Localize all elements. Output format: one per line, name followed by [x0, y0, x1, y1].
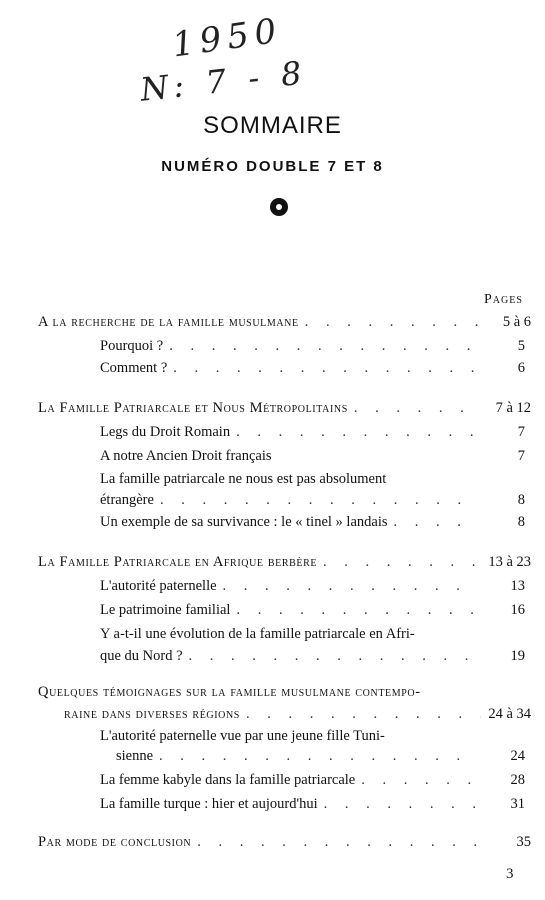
toc-section-title-continued: raine dans diverses régions [64, 706, 240, 722]
toc-item-pages: 28 [510, 772, 525, 788]
toc-item-title: Comment ? [100, 360, 168, 376]
toc-item [100, 796, 525, 813]
page-title: SOMMAIRE [203, 112, 342, 139]
leader-dots [159, 748, 475, 765]
page-number: 3 [506, 866, 514, 882]
toc-item [100, 492, 525, 509]
toc-item-pages: 24 [510, 748, 525, 764]
toc-section-pages: 7 à 12 [495, 400, 531, 416]
leader-dots [323, 554, 481, 571]
toc-section-title: Quelques témoignages sur la famille musulmane contempo- [38, 684, 421, 700]
toc-item [100, 338, 525, 355]
toc-item-title: Pourquoi ? [100, 338, 164, 354]
toc-section [38, 554, 531, 571]
toc-item-title: Y a-t-il une évolution de la famille patriarcale en Afri- [100, 626, 415, 642]
toc-section-title: La Famille Patriarcale en Afrique berbère [38, 554, 318, 570]
leader-dots [394, 514, 476, 531]
leader-dots [169, 338, 475, 355]
toc-item-title-continued: sienne [116, 748, 154, 764]
handwritten-year: 1950 [169, 10, 285, 66]
leader-dots [354, 400, 481, 417]
toc-item-pages: 6 [517, 360, 525, 376]
toc-item [100, 772, 525, 789]
toc-item-pages: 19 [510, 648, 525, 664]
toc-item-title: L'autorité paternelle [100, 578, 217, 594]
toc-section [38, 314, 531, 331]
toc-item-title: La femme kabyle dans la famille patriarcale [100, 772, 356, 788]
toc-item-pages: 8 [517, 514, 525, 530]
toc-item-title: A notre Ancien Droit français [100, 448, 272, 464]
toc-item-pages: 8 [517, 492, 525, 508]
leader-dots [160, 492, 475, 509]
toc-item-pages: 5 [517, 338, 525, 354]
toc-item [100, 602, 525, 619]
handwritten-issue-number: N: 7 - 8 [138, 53, 310, 109]
page-subtitle: NUMÉRO DOUBLE 7 ET 8 [161, 158, 384, 175]
leader-dots [324, 796, 475, 813]
toc-item-pages: 7 [517, 448, 525, 464]
leader-dots [223, 578, 475, 595]
toc-item-title: La famille patriarcale ne nous est pas absolument [100, 471, 387, 487]
toc-item [100, 448, 525, 465]
bullet-ornament [270, 198, 288, 216]
toc-item [100, 360, 525, 377]
leader-dots [361, 772, 475, 789]
leader-dots [246, 706, 481, 723]
leader-dots [305, 314, 481, 331]
toc-item-title: Un exemple de sa survivance : le « tinel » landais [100, 514, 388, 530]
leader-dots [173, 360, 475, 377]
toc-item [100, 648, 525, 665]
toc-section-title: La Famille Patriarcale et Nous Métropolitains [38, 400, 348, 416]
toc-section-title: Par mode de conclusion [38, 834, 192, 850]
toc-item-title-continued: que du Nord ? [100, 648, 183, 664]
toc-item-title: L'autorité paternelle vue par une jeune fille Tuni- [100, 728, 385, 744]
pages-column-header: Pages [484, 292, 523, 307]
toc-item-title-continued: étrangère [100, 492, 154, 508]
toc-item [100, 514, 525, 531]
toc-item-title: Le patrimoine familial [100, 602, 231, 618]
toc-section-pages: 5 à 6 [502, 314, 531, 330]
leader-dots [236, 602, 475, 619]
toc-item [100, 578, 525, 595]
leader-dots [189, 648, 475, 665]
leader-dots [197, 834, 481, 851]
toc-section-pages: 24 à 34 [488, 706, 531, 722]
toc-item-pages: 31 [510, 796, 525, 812]
toc-item-pages: 13 [510, 578, 525, 594]
toc-section [64, 706, 531, 723]
toc-item-title: Legs du Droit Romain [100, 424, 231, 440]
toc-item [100, 748, 525, 765]
toc-item-pages: 16 [510, 602, 525, 618]
toc-section-pages: 13 à 23 [488, 554, 531, 570]
toc-section-title: A la recherche de la famille musulmane [38, 314, 299, 330]
toc-section [38, 834, 531, 851]
toc-item-title: La famille turque : hier et aujourd'hui [100, 796, 318, 812]
toc-item [100, 424, 525, 441]
leader-dots [236, 424, 475, 441]
toc-section-pages: 35 [516, 834, 531, 850]
toc-item-pages: 7 [517, 424, 525, 440]
toc-section [38, 400, 531, 417]
